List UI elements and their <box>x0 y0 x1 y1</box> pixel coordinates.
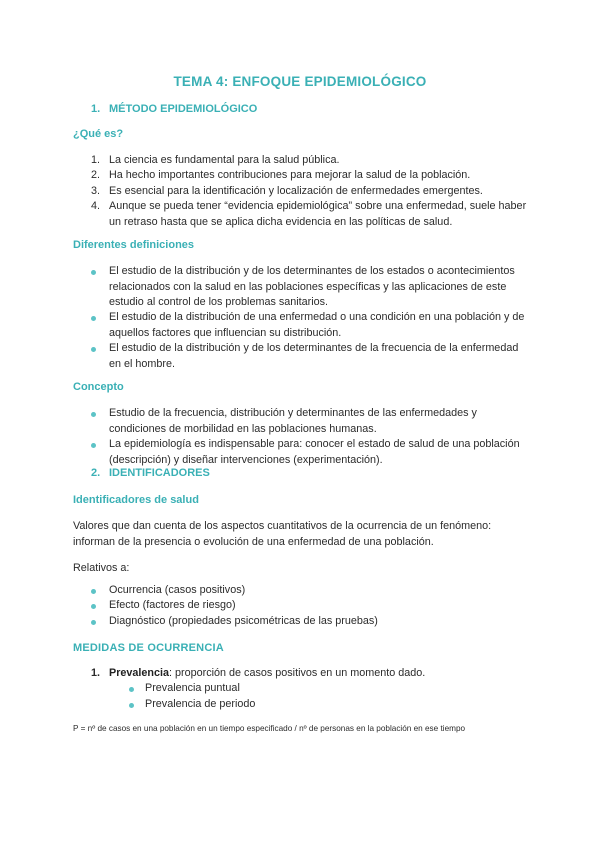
definiciones-heading: Diferentes definiciones <box>73 239 195 251</box>
page-title: TEMA 4: ENFOQUE EPIDEMIOLÓGICO <box>173 74 427 89</box>
definicion-item-1: El estudio de la distribución y de los determinantes de los estados o acontecimientos relacionados con la salud en las poblaciones específicas y las aplicaciones de este estudio al control de los problemas sanitarios. <box>109 265 515 308</box>
definicion-item-2: El estudio de la distribución de una enfermedad o una condición en una población y de aquellos factores que influencian su distribución. <box>109 311 525 339</box>
relativo-item-1: Ocurrencia (casos positivos) <box>109 584 246 596</box>
medidas-item-1 <box>109 666 529 682</box>
que-es-item-3: Es esencial para la identificación y localización de enfermedades emergentes. <box>109 185 483 197</box>
que-es-item-4: Aunque se pueda tener “evidencia epidemiológica” sobre una enfermedad, suele haber un retraso hasta que se aplica dicha evidencia en las políticas de salud. <box>109 200 527 228</box>
medidas-heading: MEDIDAS DE OCURRENCIA <box>73 642 224 654</box>
bullet-icon <box>91 347 96 352</box>
section-2-heading: IDENTIFICADORES <box>109 467 210 479</box>
que-es-item-2-number: 2. <box>91 169 101 181</box>
identificadores-heading: Identificadores de salud <box>73 494 199 506</box>
prevalencia-definition: : proporción de casos positivos en un momento dado. <box>169 667 426 679</box>
section-1-heading: MÉTODO EPIDEMIOLÓGICO <box>109 103 258 115</box>
definicion-item-3: El estudio de la distribución y de los determinantes de la frecuencia de la enfermedad en el hombre. <box>109 342 519 370</box>
medidas-item-1-number: 1. <box>91 667 101 679</box>
bullet-icon <box>91 270 96 275</box>
prevalencia-term: Prevalencia <box>109 667 170 679</box>
que-es-item-3-number: 3. <box>91 185 101 197</box>
bullet-icon <box>91 443 96 448</box>
bullet-icon <box>129 687 134 692</box>
que-es-item-2: Ha hecho importantes contribuciones para mejorar la salud de la población. <box>109 169 471 181</box>
identificadores-paragraph: Valores que dan cuenta de los aspectos cuantitativos de la ocurrencia de un fenómeno: informan de la presencia o evolución de una enfermedad de una población. <box>73 520 492 548</box>
que-es-item-1-number: 1. <box>91 154 101 166</box>
que-es-item-4-number: 4. <box>91 200 101 212</box>
que-es-heading: ¿Qué es? <box>73 128 124 140</box>
medidas-subitem-2: Prevalencia de periodo <box>145 698 256 710</box>
concepto-heading: Concepto <box>73 381 124 393</box>
bullet-icon <box>91 620 96 625</box>
bullet-icon <box>129 703 134 708</box>
medidas-subitem-1: Prevalencia puntual <box>145 682 240 694</box>
relativo-item-3: Diagnóstico (propiedades psicométricas de las pruebas) <box>109 615 378 627</box>
prevalence-formula-note: P = nº de casos en una población en un tiempo especificado / nº de personas en la población en ese tiempo <box>73 724 466 733</box>
concepto-item-1: Estudio de la frecuencia, distribución y determinantes de las enfermedades y condiciones de morbilidad en las poblaciones humanas. <box>109 407 477 435</box>
que-es-item-1: La ciencia es fundamental para la salud pública. <box>109 154 340 166</box>
section-2-number: 2. <box>91 467 101 479</box>
relativos-label: Relativos a: <box>73 562 130 574</box>
bullet-icon <box>91 412 96 417</box>
relativo-item-2: Efecto (factores de riesgo) <box>109 599 236 611</box>
bullet-icon <box>91 316 96 321</box>
bullet-icon <box>91 604 96 609</box>
concepto-item-2: La epidemiología es indispensable para: conocer el estado de salud de una población (descripción) y diseñar intervenciones (experimentación). <box>109 438 520 466</box>
bullet-icon <box>91 589 96 594</box>
section-1-number: 1. <box>91 103 101 115</box>
